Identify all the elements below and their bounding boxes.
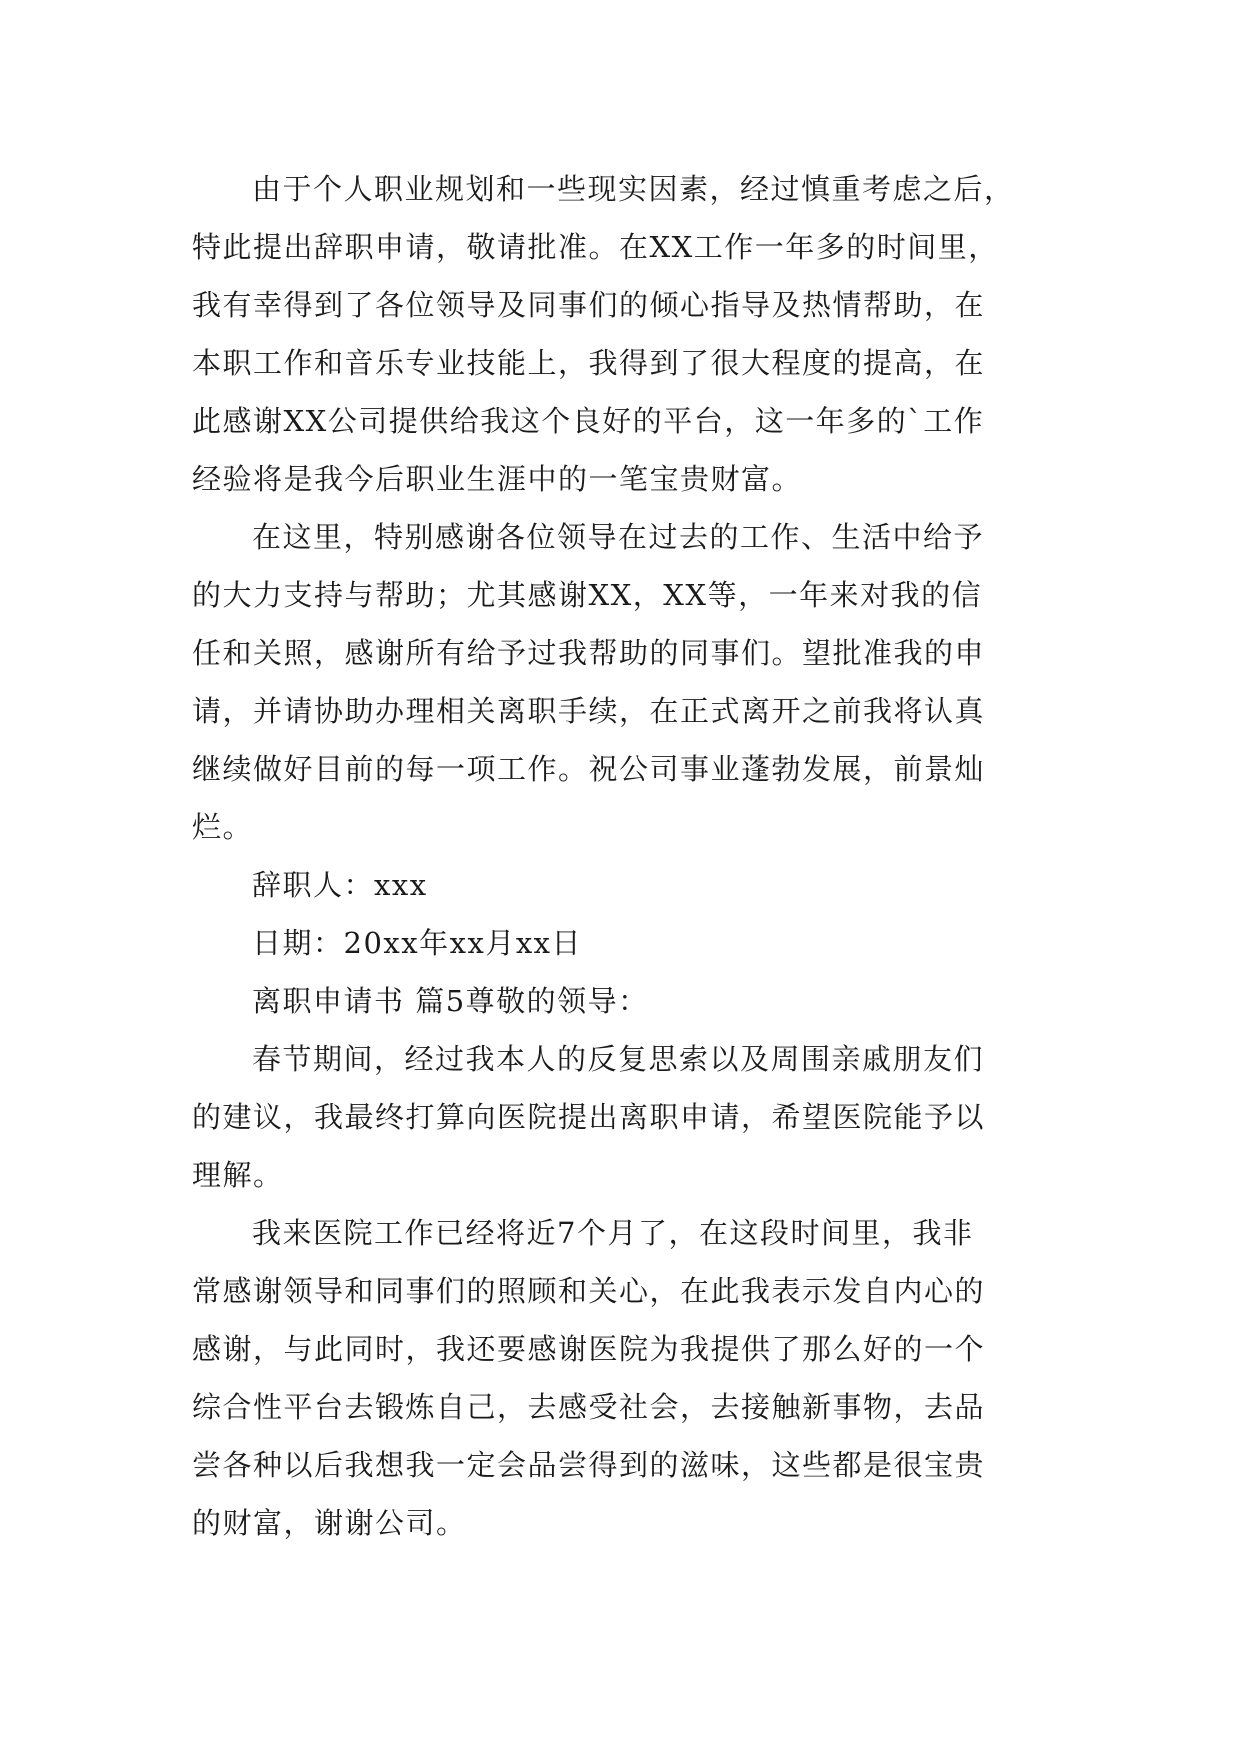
text-line: 特此提出辞职申请，敬请批准。在XX工作一年多的时间里， — [192, 230, 999, 264]
text-line: 春节期间，经过我本人的反复思索以及周围亲戚朋友们 — [252, 1042, 985, 1076]
section-heading: 离职申请书 篇5尊敬的领导： — [252, 984, 649, 1018]
text-line: 经验将是我今后职业生涯中的一笔宝贵财富。 — [192, 462, 803, 496]
text-line: 烂。 — [192, 810, 254, 844]
text-line: 理解。 — [192, 1158, 284, 1192]
text-line: 任和关照，感谢所有给予过我帮助的同事们。望批准我的申 — [192, 636, 986, 670]
text-line: 我有幸得到了各位领导及同事们的倾心指导及热情帮助，在 — [192, 288, 986, 322]
text-line: 尝各种以后我想我一定会品尝得到的滋味，这些都是很宝贵 — [192, 1448, 986, 1482]
text-line: 本职工作和音乐专业技能上，我得到了很大程度的提高，在 — [192, 346, 986, 380]
text-line: 我来医院工作已经将近7个月了，在这段时间里，我非 — [252, 1216, 974, 1250]
text-line: 此感谢XX公司提供给我这个良好的平台，这一年多的`工作 — [192, 404, 985, 438]
text-line: 综合性平台去锻炼自己，去感受社会，去接触新事物，去品 — [192, 1390, 986, 1424]
text-line: 的大力支持与帮助；尤其感谢XX，XX等，一年来对我的信 — [192, 578, 983, 612]
paragraph — [192, 160, 1072, 508]
paragraph — [192, 1030, 1072, 1204]
text-line: 常感谢领导和同事们的照顾和关心，在此我表示发自内心的 — [192, 1274, 986, 1308]
document-body — [192, 160, 1072, 1552]
text-line: 继续做好目前的每一项工作。祝公司事业蓬勃发展，前景灿 — [192, 752, 986, 786]
text-line: 在这里，特别感谢各位领导在过去的工作、生活中给予 — [252, 520, 985, 554]
date-line: 日期：20xx年xx月xx日 — [252, 926, 583, 960]
text-line: 的财富，谢谢公司。 — [192, 1506, 467, 1540]
text-line: 感谢，与此同时，我还要感谢医院为我提供了那么好的一个 — [192, 1332, 986, 1366]
paragraph — [192, 1204, 1072, 1552]
text-line: 由于个人职业规划和一些现实因素，经过慎重考虑之后， — [252, 172, 1015, 206]
text-line: 的建议，我最终打算向医院提出离职申请，希望医院能予以 — [192, 1100, 986, 1134]
signer-line: 辞职人：xxx — [252, 868, 428, 902]
text-line: 请，并请协助办理相关离职手续，在正式离开之前我将认真 — [192, 694, 986, 728]
paragraph — [192, 508, 1072, 856]
